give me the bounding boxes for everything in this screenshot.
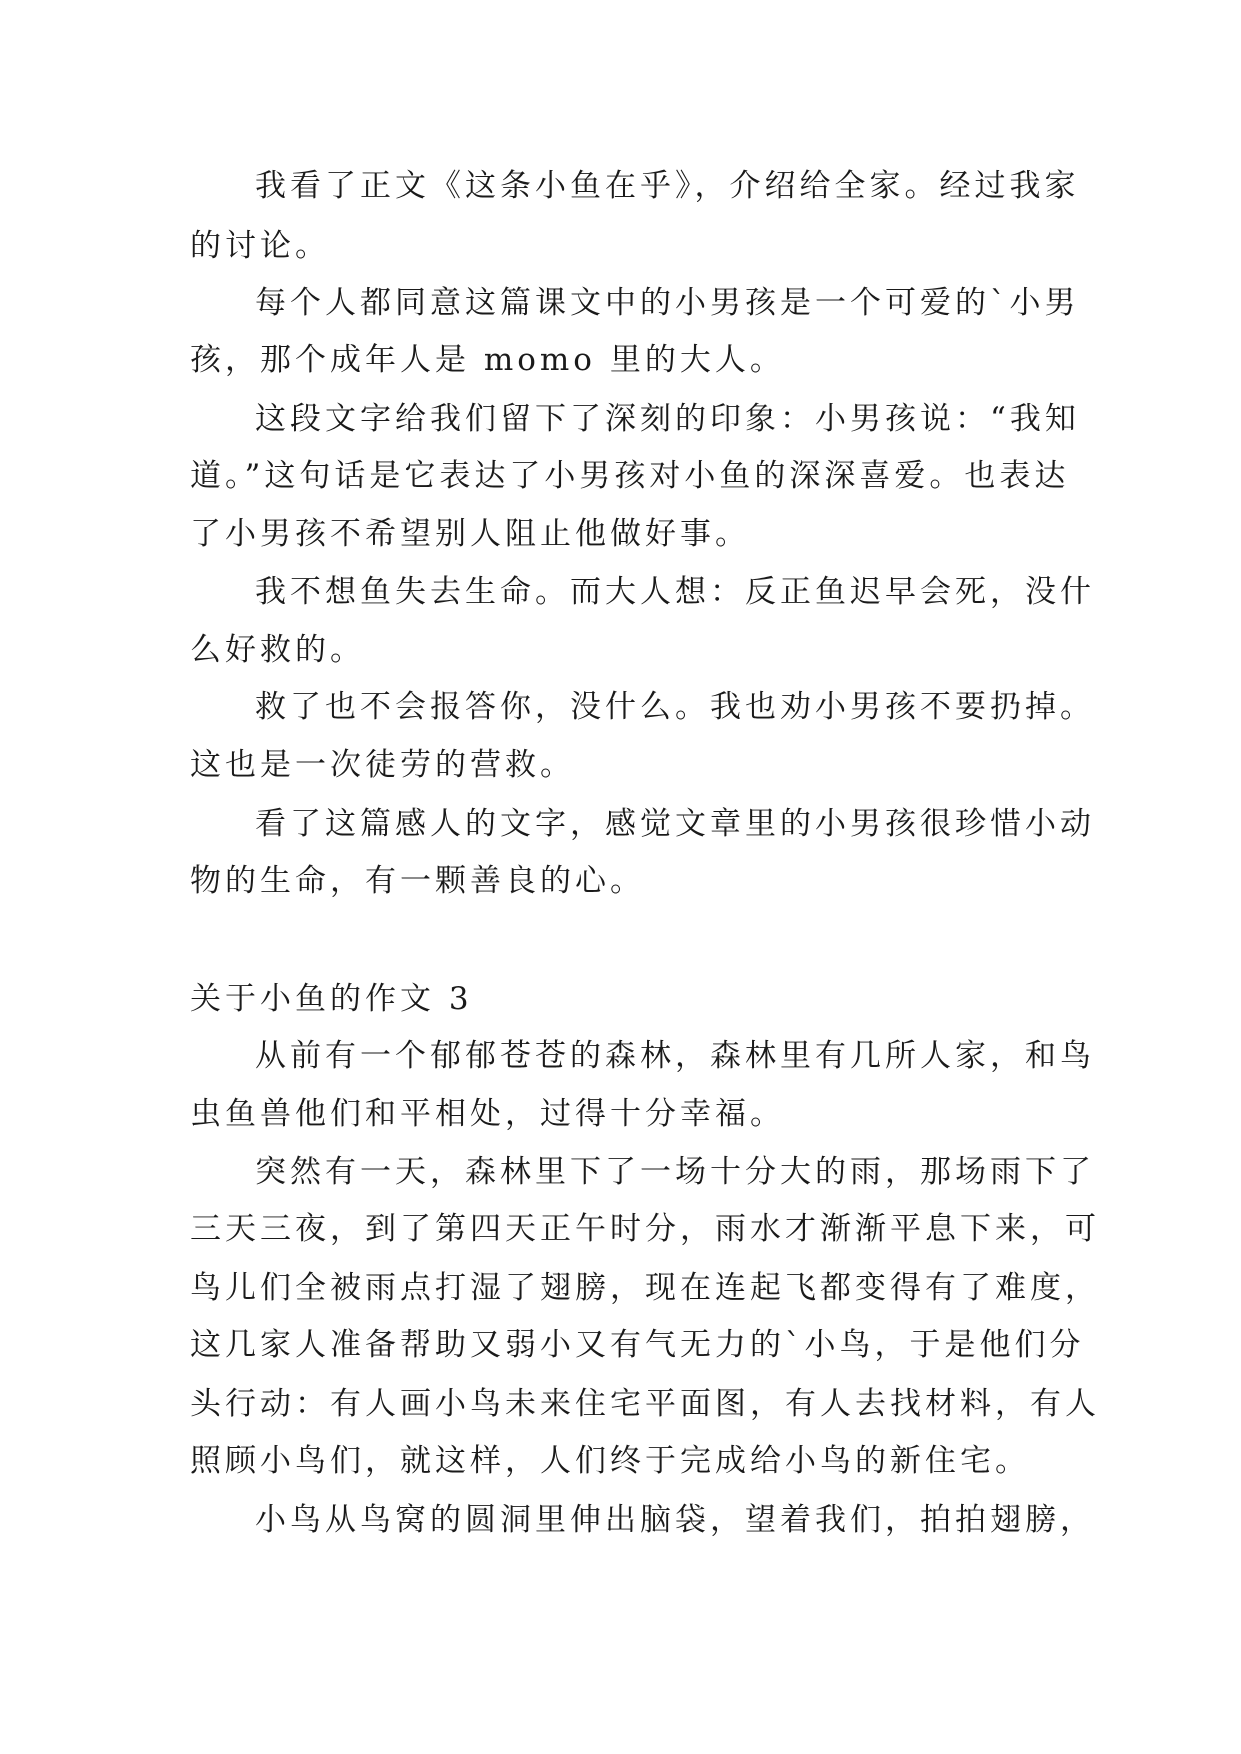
paragraph-line: 小鸟从鸟窝的圆洞里伸出脑袋，望着我们，拍拍翅膀，: [255, 1502, 1095, 1538]
paragraph-line: 虫鱼兽他们和平相处，过得十分幸福。: [190, 1096, 785, 1132]
paragraph-line: 了小男孩不希望别人阻止他做好事。: [190, 516, 750, 552]
paragraph-line: 物的生命，有一颗善良的心。: [190, 863, 645, 899]
paragraph-line: 鸟儿们全被雨点打湿了翅膀，现在连起飞都变得有了难度，: [190, 1270, 1100, 1306]
paragraph-line: 从前有一个郁郁苍苍的森林，森林里有几所人家，和鸟: [255, 1038, 1095, 1074]
paragraph-line: 这也是一次徒劳的营救。: [190, 747, 575, 783]
paragraph-line: 么好救的。: [190, 632, 365, 668]
paragraph-line: 看了这篇感人的文字，感觉文章里的小男孩很珍惜小动: [255, 806, 1095, 842]
paragraph-line: 这段文字给我们留下了深刻的印象：小男孩说：“我知: [255, 401, 1080, 437]
paragraph-line: 照顾小鸟们，就这样，人们终于完成给小鸟的新住宅。: [190, 1443, 1030, 1479]
paragraph-line: 每个人都同意这篇课文中的小男孩是一个可爱的`小男: [255, 285, 1080, 321]
paragraph-line: 三天三夜，到了第四天正午时分，雨水才渐渐平息下来，可: [190, 1211, 1100, 1247]
paragraph-line: 我不想鱼失去生命。而大人想：反正鱼迟早会死，没什: [255, 574, 1095, 610]
paragraph-line: 孩，那个成年人是 momo 里的大人。: [190, 342, 785, 378]
paragraph-line: 这几家人准备帮助又弱小又有气无力的`小鸟，于是他们分: [190, 1327, 1085, 1363]
paragraph-line: 我看了正文《这条小鱼在乎》，介绍给全家。经过我家: [255, 168, 1080, 204]
paragraph-line: 道。”这句话是它表达了小男孩对小鱼的深深喜爱。也表达: [190, 458, 1070, 494]
paragraph-line: 头行动：有人画小鸟未来住宅平面图，有人去找材料，有人: [190, 1386, 1100, 1422]
section-heading: 关于小鱼的作文 3: [190, 981, 473, 1017]
paragraph-line: 的讨论。: [190, 228, 330, 264]
paragraph-line: 突然有一天，森林里下了一场十分大的雨，那场雨下了: [255, 1154, 1095, 1190]
paragraph-line: 救了也不会报答你，没什么。我也劝小男孩不要扔掉。: [255, 689, 1095, 725]
